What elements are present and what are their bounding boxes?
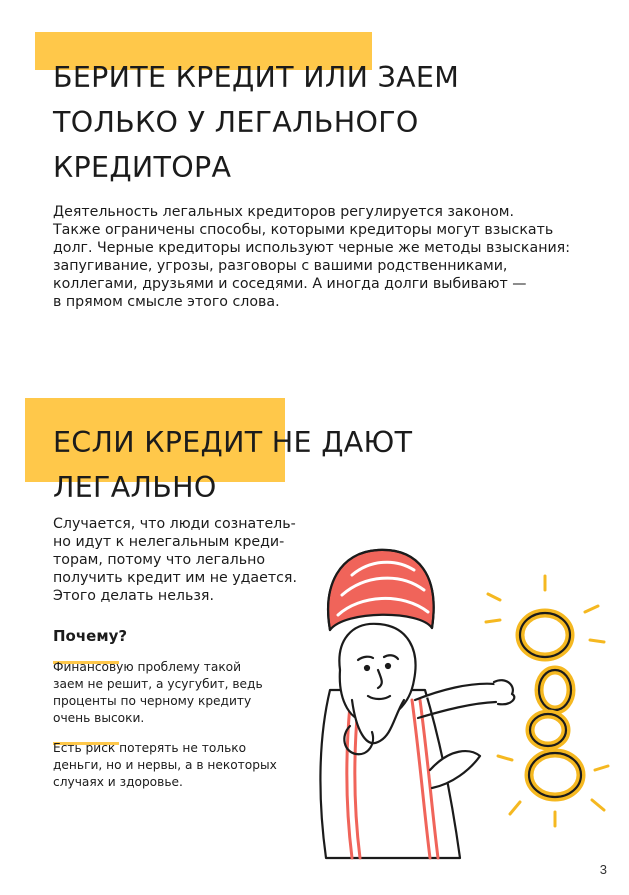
arm-right [415,684,495,700]
reason-line: случаях и здоровье. [53,775,183,789]
page-number: 3 [599,862,607,877]
paragraph-line: в прямом смысле этого слова. [53,294,280,310]
paragraph-line: запугивание, угрозы, разговоры с вашими родственниками, [53,258,508,274]
hand-right [494,680,514,704]
reason-line: Есть риск потерять не только [53,741,247,755]
title-line: ЛЕГАЛЬНО [53,471,217,504]
paragraph-line: Также ограничены способы, которыми кредиторы могут взыскать [53,222,554,238]
section-2-paragraph [53,515,313,605]
reason-item [53,659,263,727]
title-line: БЕРИТЕ КРЕДИТ ИЛИ ЗАЕМ [53,61,460,94]
title-line: ЕСЛИ КРЕДИТ НЕ ДАЮТ [53,426,413,459]
paragraph-line: Случается, что люди сознатель- [53,516,296,532]
paragraph-line: торам, потому что легально [53,552,266,568]
paragraph-line: получить кредит им не удается. [53,570,297,586]
title-line: КРЕДИТОРА [53,151,232,184]
reason-line: Финансовую проблему такой [53,660,242,674]
section-1-paragraph [53,203,570,311]
reason-line: очень высоки. [53,711,145,725]
section-2-title [53,420,473,510]
man-in-turban-with-chains-illustration [300,540,629,870]
reason-line: деньги, но и нервы, а в некоторых [53,758,277,772]
paragraph-line: Деятельность легальных кредиторов регулируется законом. [53,204,515,220]
paragraph-line: долг. Черные кредиторы используют черные же методы взыскания: [53,240,570,256]
paragraph-line: но идут к нелегальным креди- [53,534,285,550]
title-line: ТОЛЬКО У ЛЕГАЛЬНОГО [53,106,419,139]
paragraph-line: коллегами, друзьями и соседями. А иногда долги выбивают — [53,276,527,292]
reason-item [53,740,277,791]
why-heading: Почему? [53,627,128,645]
section-1-title [53,55,553,190]
paragraph-line: Этого делать нельзя. [53,588,214,604]
chain-icon [520,613,581,797]
reason-line: заем не решит, а усугубит, ведь [53,677,263,691]
reason-line: проценты по черному кредиту [53,694,252,708]
